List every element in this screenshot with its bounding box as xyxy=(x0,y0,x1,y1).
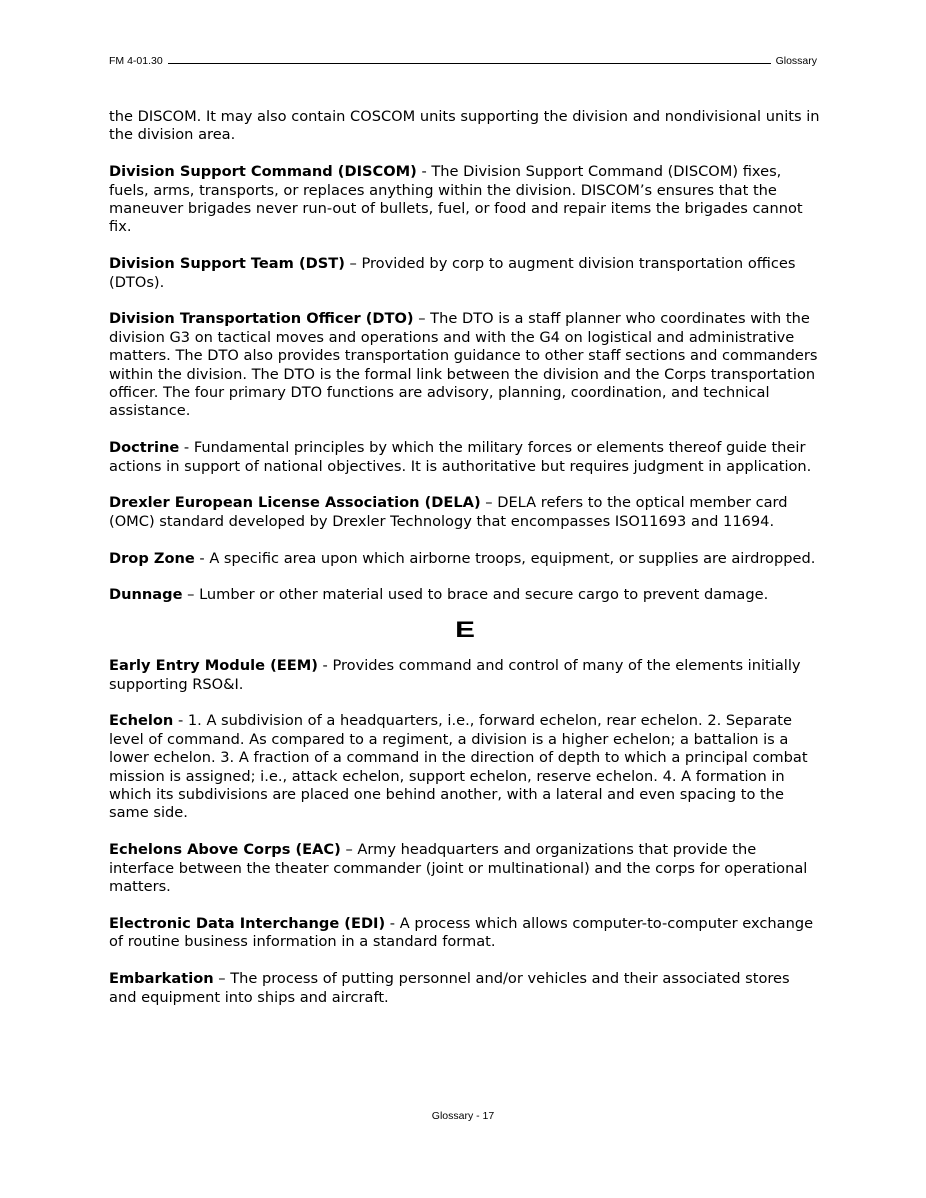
glossary-term: Division Support Team (DST) xyxy=(109,255,345,273)
term-separator: – xyxy=(413,310,431,328)
glossary-entry xyxy=(109,657,821,694)
document-id: FM 4-01.30 xyxy=(109,55,163,67)
glossary-term: Division Transportation Officer (DTO) xyxy=(109,310,414,328)
glossary-body xyxy=(109,108,821,1025)
glossary-entry xyxy=(109,494,821,531)
glossary-term: Dunnage xyxy=(109,586,183,604)
glossary-entry xyxy=(109,586,821,604)
section-letter: E xyxy=(455,617,475,643)
page-footer: Glossary - 17 xyxy=(431,1110,495,1122)
term-separator: - xyxy=(317,657,333,675)
glossary-term: Embarkation xyxy=(109,970,214,988)
term-separator: – xyxy=(340,841,358,859)
glossary-term: Drexler European License Association (DELA) xyxy=(109,494,481,512)
glossary-term: Drop Zone xyxy=(109,549,195,567)
term-separator: - xyxy=(173,712,188,730)
glossary-term: Division Support Command (DISCOM) xyxy=(109,163,417,181)
glossary-term: Early Entry Module (EEM) xyxy=(109,657,318,675)
glossary-entry xyxy=(109,970,821,1007)
glossary-definition: Provides command and control of many of the elements initially supporting RSO&I. xyxy=(109,657,801,693)
glossary-entry xyxy=(109,255,821,292)
glossary-entry xyxy=(109,841,821,896)
glossary-entries-e xyxy=(109,657,821,1007)
term-separator: - xyxy=(385,914,400,932)
term-separator: – xyxy=(480,494,498,512)
glossary-definition: The Division Support Command (DISCOM) fixes, fuels, arms, transports, or replaces anything within the division. DISCOM’s ensures that the maneuver brigades never run-out of bullets, fuel, or food and repair items the brigades cannot fix. xyxy=(109,163,803,236)
section-title: Glossary xyxy=(775,55,817,67)
term-separator: - xyxy=(194,549,210,567)
glossary-entry xyxy=(109,915,821,952)
glossary-term: Electronic Data Interchange (EDI) xyxy=(109,914,386,932)
glossary-entry xyxy=(109,712,821,822)
glossary-definition: 1. A subdivision of a headquarters, i.e., forward echelon, rear echelon. 2. Separate level of command. As compared to a regiment, a division is a higher echelon; a battalion is a lower echelon. 3. A fraction of a command in the direction of depth to which a principal combat mission is assigned; i.e., attack echelon, support echelon, reserve echelon. 4. A formation in which its subdivisions are placed one behind another, with a lateral and even spacing to the same side. xyxy=(109,712,808,822)
glossary-definition: Fundamental principles by which the military forces or elements thereof guide their actions in support of national objectives. It is authoritative but requires judgment in application. xyxy=(109,439,812,475)
glossary-definition: Provided by corp to augment division transportation offices (DTOs). xyxy=(109,255,796,291)
term-separator: – xyxy=(344,255,362,273)
page-header xyxy=(109,55,817,67)
term-separator: – xyxy=(213,970,231,988)
glossary-definition: A specific area upon which airborne troops, equipment, or supplies are airdropped. xyxy=(209,549,816,567)
glossary-definition: The process of putting personnel and/or vehicles and their associated stores and equipment into ships and aircraft. xyxy=(109,970,790,1006)
glossary-entry xyxy=(109,550,821,568)
glossary-entry xyxy=(109,439,821,476)
glossary-entries-d xyxy=(109,163,821,605)
glossary-definition: Lumber or other material used to brace and secure cargo to prevent damage. xyxy=(199,586,769,604)
glossary-definition: Army headquarters and organizations that provide the interface between the theater commander (joint or multinational) and the corps for operational matters. xyxy=(109,841,808,896)
glossary-term: Doctrine xyxy=(109,439,180,457)
glossary-entry xyxy=(109,310,821,420)
glossary-entry xyxy=(109,163,821,237)
term-separator: - xyxy=(416,163,432,181)
term-separator: – xyxy=(182,586,200,604)
glossary-term: Echelon xyxy=(109,712,174,730)
glossary-term: Echelons Above Corps (EAC) xyxy=(109,841,341,859)
glossary-definition: The DTO is a staff planner who coordinates with the division G3 on tactical moves and operations and with the G4 on logistical and administrative matters. The DTO also provides transportation guidance to other staff sections and commanders within the division. The DTO is the formal link between the division and the Corps transportation officer. The four primary DTO functions are advisory, planning, coordination, and technical assistance. xyxy=(109,310,818,420)
continuation-text: the DISCOM. It may also contain COSCOM units supporting the division and nondivisional units in the division area. xyxy=(109,108,820,144)
header-rule xyxy=(168,63,771,64)
glossary-definition: A process which allows computer-to-computer exchange of routine business information in a standard format. xyxy=(109,914,814,951)
term-separator: - xyxy=(179,439,194,457)
glossary-definition: DELA refers to the optical member card (OMC) standard developed by Drexler Technology that encompasses ISO11693 and 11694. xyxy=(109,494,788,530)
